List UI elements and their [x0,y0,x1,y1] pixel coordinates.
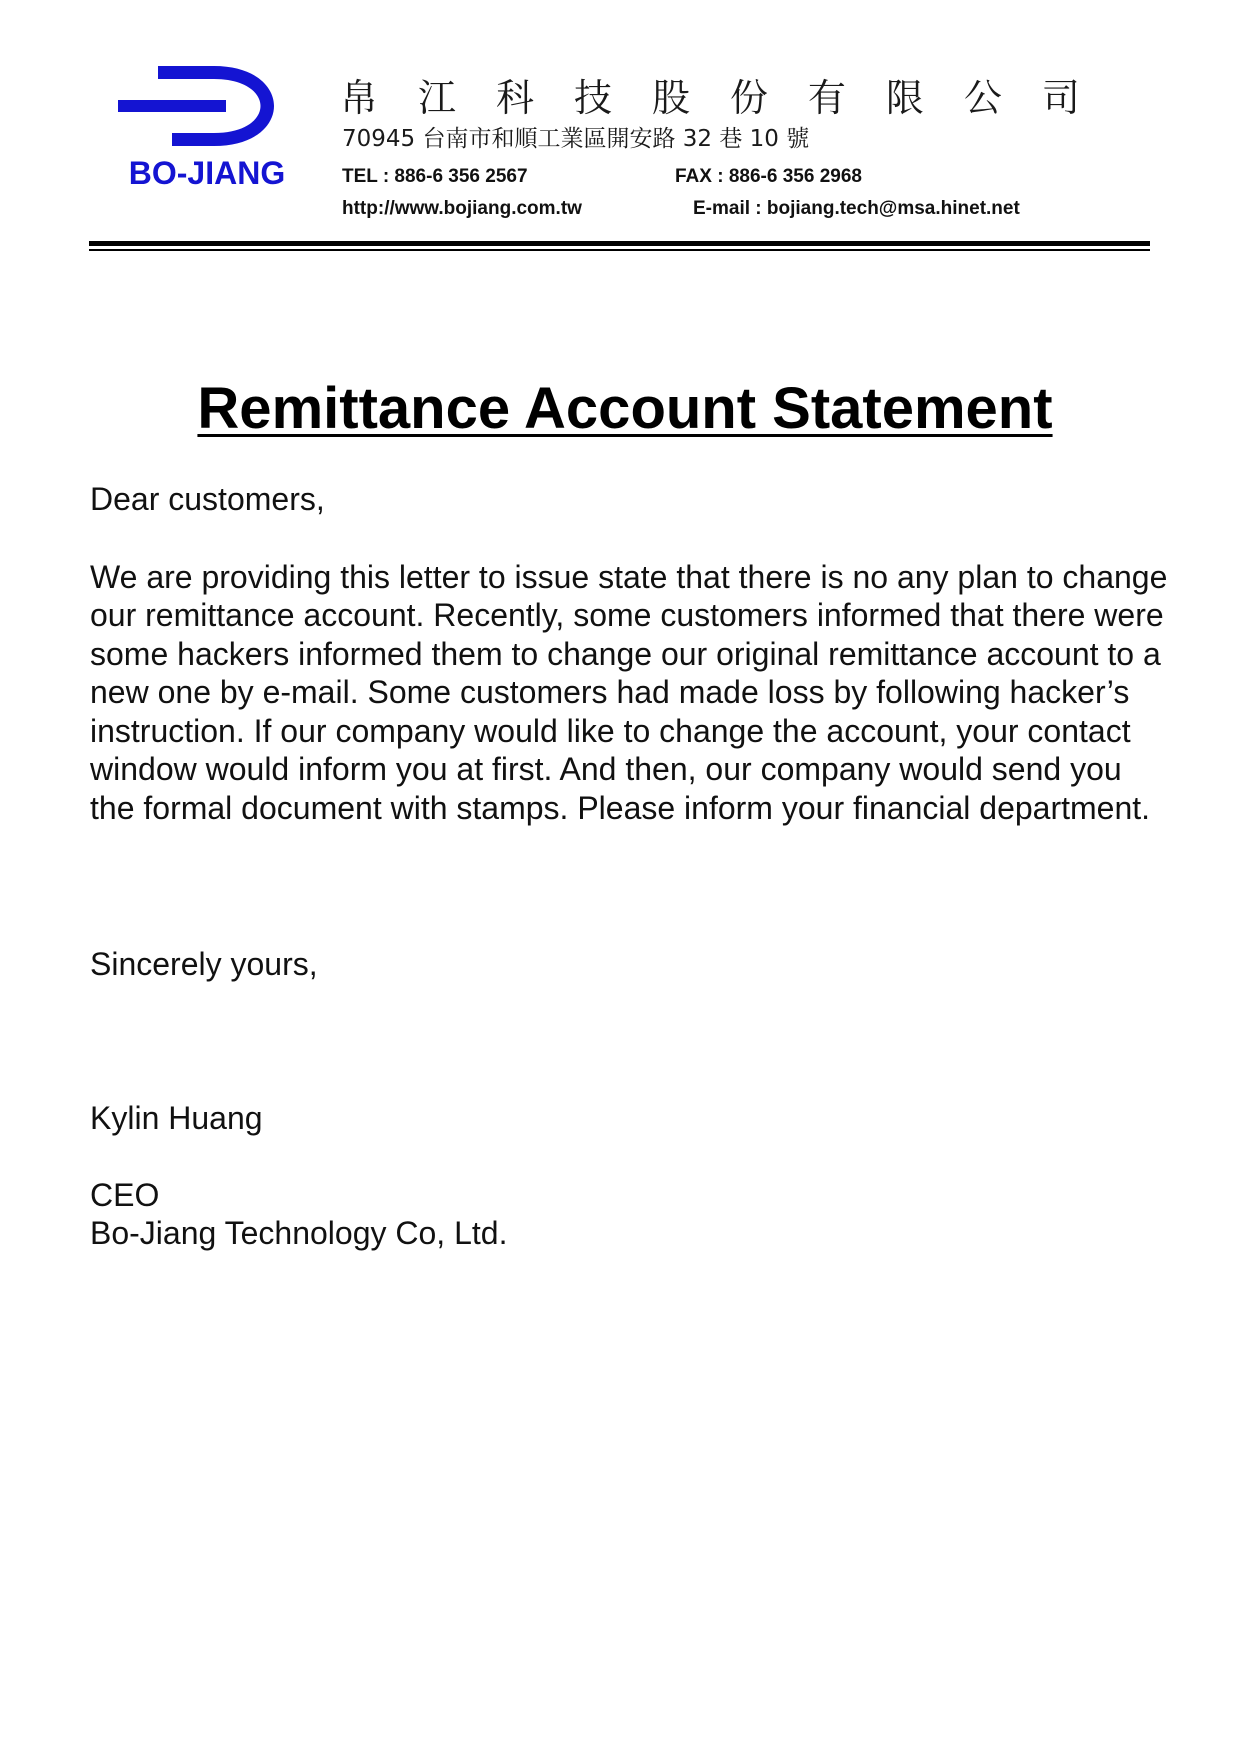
company-name-char: 有 [807,76,846,120]
company-name-char: 江 [417,76,456,120]
logo-wordmark: BO-JIANG [128,155,286,191]
bo-jiang-logo-icon [112,60,297,200]
letter-body [90,480,1170,827]
telephone-number: TEL : 886-6 356 2567 [342,166,528,187]
email-link[interactable]: E-mail : bojiang.tech@msa.hinet.net [693,198,1020,219]
company-name-char: 股 [651,76,690,120]
company-name-char: 限 [885,76,924,120]
closing-line: Sincerely yours, [90,946,318,982]
website-link[interactable]: http://www.bojiang.com.tw [342,198,582,219]
signer-name: Kylin Huang [90,1100,263,1136]
company-name-char: 帛 [340,76,379,120]
company-logo [112,60,297,200]
fax-number: FAX : 886-6 356 2968 [675,166,862,187]
document-title: Remittance Account Statement [197,375,1053,441]
signer-title: CEO [90,1177,160,1213]
letterhead-divider-thin [89,249,1150,251]
company-address: 70945 台南市和順工業區開安路 32 巷 10 號 [342,126,810,152]
company-name-char: 科 [495,76,534,120]
company-name-chinese [340,76,1080,120]
letterhead [0,0,1240,260]
letterhead-divider-thick [89,241,1150,246]
company-name-char: 公 [963,76,1002,120]
salutation: Dear customers, [90,481,325,517]
body-paragraph: We are providing this letter to issue state that there is no any plan to change our remittance account. Recently, some customers informed that there were some hackers informed them to change our original remittance account to a new one by e-mail. Some customers had made loss by following hacker’s instruction. If our company would like to change the account, your contact window would inform you at first. And then, our company would send you the formal document with stamps. Please inform your financial department. [90,558,1168,826]
company-name-char: 技 [573,76,612,120]
company-name-char: 份 [729,76,768,120]
signer-company: Bo-Jiang Technology Co, Ltd. [90,1215,508,1251]
company-name-char: 司 [1041,76,1080,120]
